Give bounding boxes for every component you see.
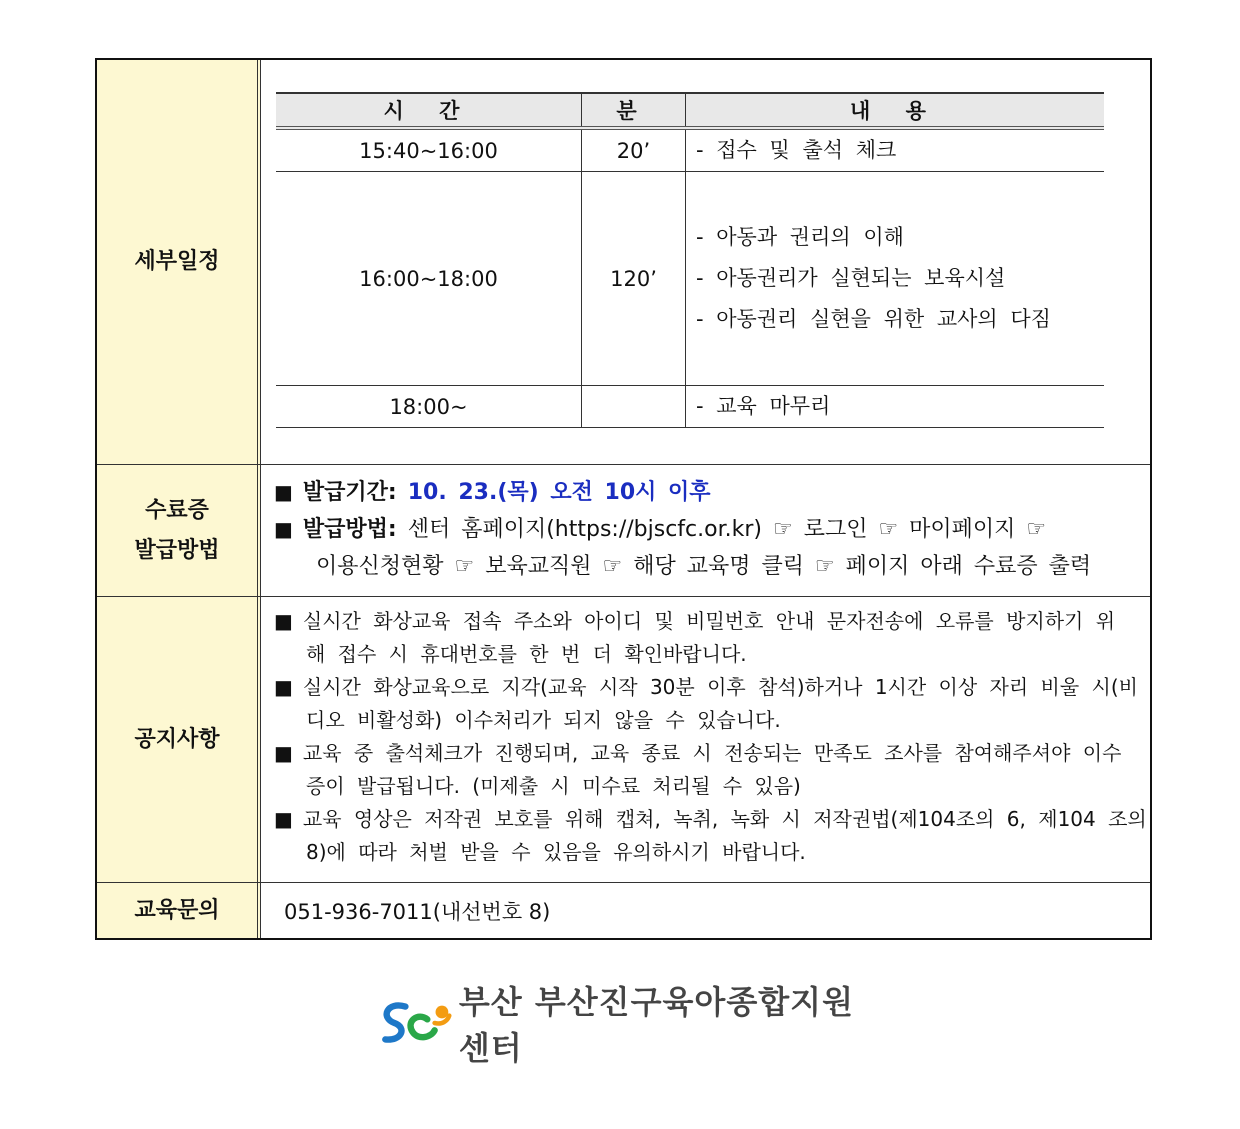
square-bullet-icon: ■ [274,741,293,765]
notice-item: ■ 실시간 화상교육 접속 주소와 아이디 및 비밀번호 안내 문자전송에 오류를 방지하기 위 해 접수 시 휴대번호를 한 번 더 확인바랍니다. [274,609,1116,666]
content-item: - 아동과 권리의 이해 [696,225,904,249]
content-item: - 교육 마무리 [696,394,831,418]
certificate-row [97,464,1150,596]
notice-item: ■ 교육 영상은 저작권 보호를 위해 캡쳐, 녹취, 녹화 시 저작권법(제104조의 6, 제104 조의 8)에 따라 처벌 받을 수 있음을 유의하시기 바랍니다. [274,807,1147,864]
time-cell: 16:00~18:00 [276,172,582,385]
cert-period: ■ 발급기간: 10. 23.(목) 오전 10시 이후 [274,480,711,505]
minutes-cell: 120’ [582,172,686,385]
schedule-label: 세부일정 [97,60,261,464]
notice-item: ■ 실시간 화상교육으로 지각(교육 시작 30분 이후 참석)하거나 1시간 이상 자리 비울 시(비 디오 비활성화) 이수처리가 되지 않을 수 있습니다. [274,675,1138,732]
header-content: 내 용 [850,99,940,123]
content-item: - 접수 및 출석 체크 [696,138,897,162]
notice-label: 공지사항 [97,597,261,882]
info-table [95,58,1152,940]
center-logo-icon [378,997,453,1049]
content-item: - 아동권리가 실현되는 보육시설 [696,266,1006,290]
square-bullet-icon: ■ [274,609,293,633]
time-cell: 15:40~16:00 [276,130,582,171]
schedule-table [276,92,1104,428]
schedule-row-1 [276,130,1104,172]
square-bullet-icon: ■ [274,517,293,541]
cert-method: ■ 발급방법: 센터 홈페이지(https://bjscfc.or.kr) ☞ 로그인 ☞ 마이페이지 ☞ [274,517,1047,542]
schedule-row-2 [276,172,1104,386]
cert-method-cont: 이용신청현황 ☞ 보육교직원 ☞ 해당 교육명 클릭 ☞ 페이지 아래 수료증 출력 [316,554,1092,579]
square-bullet-icon: ■ [274,807,293,831]
cert-period-value: 10. 23.(목) 오전 10시 이후 [407,480,711,505]
certificate-label: 수료증 발급방법 [97,465,261,596]
footer-logo [378,983,878,1067]
square-bullet-icon: ■ [274,480,293,504]
schedule-header [276,92,1104,130]
header-time: 시 간 [276,94,582,126]
contact-row [97,882,1150,938]
notice-item: ■ 교육 중 출석체크가 진행되며, 교육 종료 시 전송되는 만족도 조사를 참여해주셔야 이수 증이 발급됩니다. (미제출 시 미수료 처리될 수 있음) [274,741,1122,798]
contact-label: 교육문의 [97,883,261,938]
schedule-row-3 [276,386,1104,428]
notice-row [97,596,1150,882]
square-bullet-icon: ■ [274,675,293,699]
schedule-row [97,60,1150,464]
content-item: - 아동권리 실현을 위한 교사의 다짐 [696,307,1051,331]
minutes-cell [582,386,686,427]
time-cell: 18:00~ [276,386,582,427]
minutes-cell: 20’ [582,130,686,171]
footer-org-name: 부산 부산진구육아종합지원센터 [458,983,854,1067]
contact-phone: 051-936-7011(내선번호 8) [284,899,551,924]
header-minutes: 분 [582,94,686,126]
